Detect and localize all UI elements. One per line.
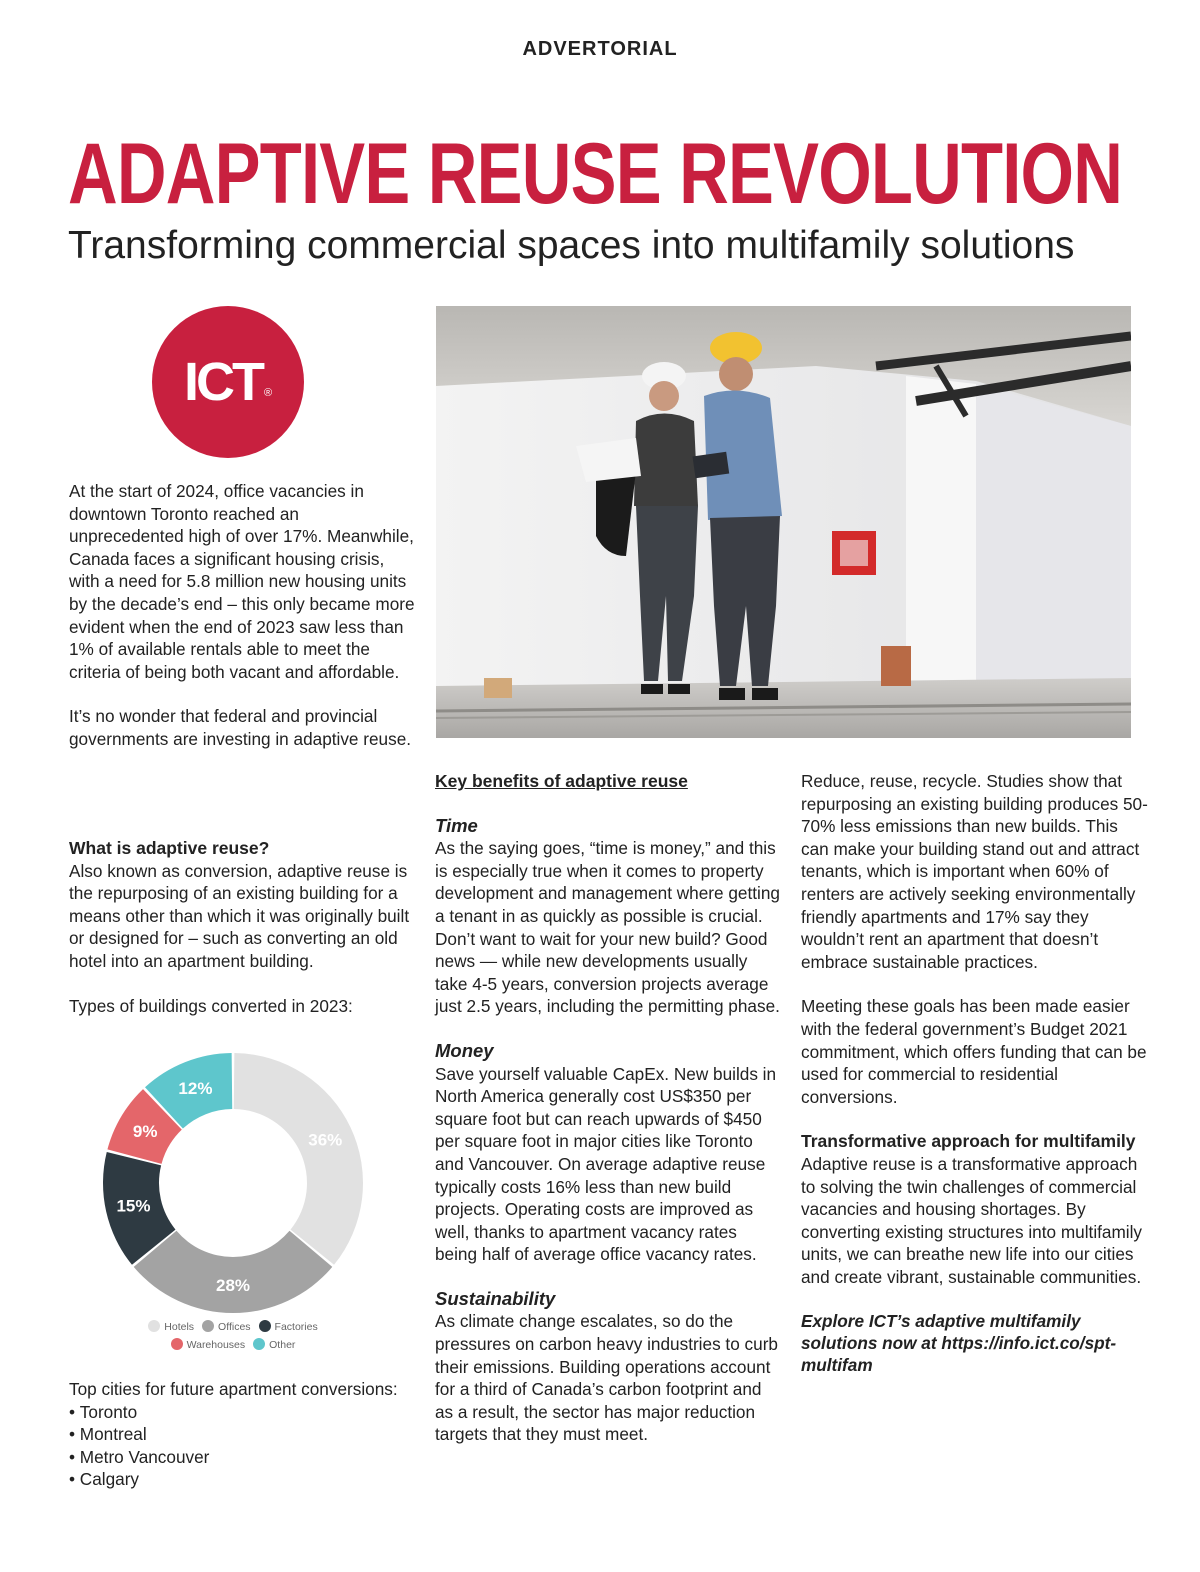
advertorial-label: ADVERTORIAL	[522, 38, 678, 60]
intro-paragraph-1: At the start of 2024, office vacancies in downtown Toronto reached an unprecedented high of over 17%. Meanwhile, Canada faces a significant housing crisis, with a need for 5.8 million new housing units by the decade’s end – this only became more evident when the end of 2023 saw less than 1% of available rentals able to meet the criteria of being both vacant and affordable.	[69, 481, 415, 682]
transformative-heading: Transformative approach for multifamily	[801, 1131, 1136, 1152]
legend-item-offices	[202, 1321, 250, 1333]
chart-legend	[100, 1320, 366, 1356]
what-is-heading: What is adaptive reuse?	[69, 838, 270, 858]
list-item: • Montreal	[69, 1423, 419, 1446]
time-body: As the saying goes, “time is money,” and this is especially true when it comes to property development and management where getting a tenant in as quickly as possible is crucial. Don’t want to wait for your new build? Good news — while new developments usually take 4-5 years, conversion projects average just 2.5 years, including the permitting phase.	[435, 838, 780, 1017]
building-types-donut-chart	[100, 1050, 366, 1316]
money-heading: Money	[435, 1039, 494, 1061]
donut-label-offices: 28%	[215, 1276, 251, 1295]
sustainability-heading: Sustainability	[435, 1287, 556, 1309]
donut-label-other: 12%	[178, 1079, 213, 1099]
legend-label-other: Other	[269, 1339, 296, 1351]
right-column	[801, 770, 1149, 1376]
donut-label-factories: 15%	[116, 1196, 151, 1216]
ict-logo	[152, 306, 304, 458]
intro-paragraph-2: It’s no wonder that federal and provincial governments are investing in adaptive reuse.	[69, 706, 412, 749]
intro-section	[69, 480, 415, 751]
legend-item-hotels	[148, 1321, 194, 1333]
transformative-body: Adaptive reuse is a transformative approach to solving the twin challenges of commercial vacancies and housing shortages. By converting existing structures into multifamily units, we can breathe new life into our cities and create vibrant, sustainable communities.	[801, 1153, 1143, 1287]
chart-caption: Types of buildings converted in 2023:	[69, 995, 353, 1016]
donut-slice-offices	[134, 1231, 333, 1313]
legend-item-warehouses	[171, 1339, 246, 1351]
ict-logo-text: ICT	[183, 352, 262, 412]
cta-link[interactable]: Explore ICT’s adaptive multifamily solutions now at https://info.ict.co/spt-multifam	[801, 1311, 1117, 1376]
legend-label-offices: Offices	[218, 1321, 251, 1333]
donut-label-warehouses: 9%	[132, 1122, 158, 1142]
benefits-section	[435, 770, 780, 1446]
legend-row-2	[100, 1338, 366, 1351]
donut-slice-hotels	[234, 1053, 363, 1265]
construction-workers-photo	[436, 306, 1131, 738]
list-item: • Toronto	[69, 1401, 419, 1424]
money-body: Save yourself valuable CapEx. New builds in North America generally cost US$350 per square foot but can reach upwards of $450 per square foot in major cities like Toronto and Vancouver. On average adaptive reuse typically costs 16% less than new build projects. Operating costs are improved as well, thanks to apartment vacancy rates being half of average office vacancy rates.	[435, 1063, 777, 1265]
legend-label-factories: Factories	[274, 1321, 318, 1333]
donut-label-hotels: 36%	[308, 1130, 343, 1150]
legend-swatch-warehouses	[171, 1338, 183, 1350]
list-item: • Metro Vancouver	[69, 1446, 419, 1469]
sustainability-body: As climate change escalates, so do the pressures on carbon heavy industries to curb their emissions. Building operations account for a third of Canada’s carbon footprint and as a result, the sector has major reduction targets that they must meet.	[435, 1311, 778, 1445]
benefits-heading: Key benefits of adaptive reuse	[435, 771, 688, 791]
cities-section	[69, 1378, 419, 1491]
legend-label-hotels: Hotels	[164, 1321, 195, 1333]
page-subtitle: Transforming commercial spaces into multifamily solutions	[68, 224, 1075, 267]
time-heading: Time	[435, 814, 478, 836]
emissions-paragraph: Reduce, reuse, recycle. Studies show that repurposing an existing building produces 50-70% less emissions than new builds. This can make your building stand out and attract tenants, which is important when 60% of renters are actively seeking environmentally friendly apartments and 17% say they wouldn’t rent an apartment that doesn’t embrace sustainable practices.	[801, 771, 1148, 972]
what-is-section	[69, 837, 415, 1017]
cities-list	[69, 1401, 419, 1491]
cities-heading: Top cities for future apartment conversions:	[69, 1379, 398, 1399]
budget-paragraph: Meeting these goals has been made easier with the federal government’s Budget 2021 commitment, which offers funding that can be used for commercial to residential conversions.	[801, 996, 1147, 1107]
legend-swatch-hotels	[148, 1320, 160, 1332]
what-is-body: Also known as conversion, adaptive reuse is the repurposing of an existing building for a means other than which it was originally built or designed for – such as converting an old hotel into an apartment building.	[69, 860, 410, 971]
legend-row-1	[100, 1320, 366, 1333]
legend-label-warehouses: Warehouses	[186, 1339, 246, 1351]
legend-swatch-factories	[259, 1320, 271, 1332]
legend-item-factories	[259, 1321, 318, 1333]
list-item: • Calgary	[69, 1468, 419, 1491]
legend-swatch-other	[253, 1338, 265, 1350]
legend-item-other	[253, 1339, 295, 1351]
legend-swatch-offices	[202, 1320, 214, 1332]
page-title: ADAPTIVE REUSE REVOLUTION	[68, 126, 1123, 222]
registered-mark: ®	[263, 387, 273, 399]
